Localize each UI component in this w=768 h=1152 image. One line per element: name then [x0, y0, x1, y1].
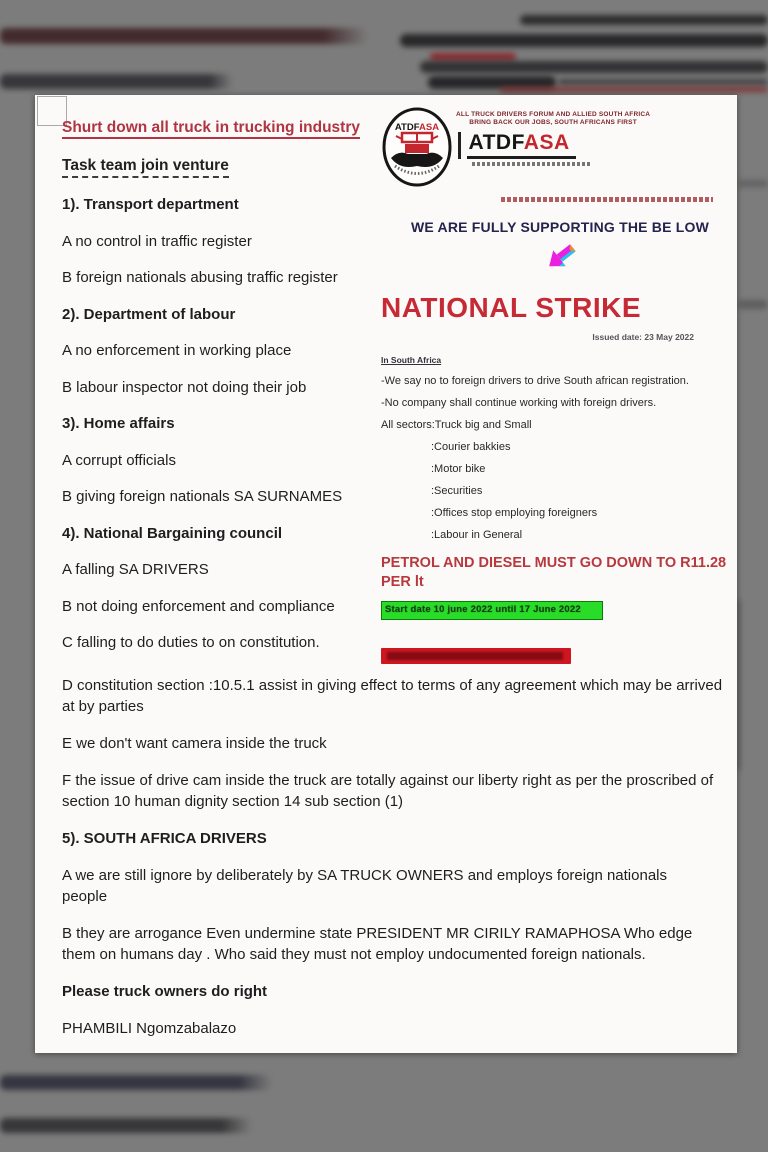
doc-line: F the issue of drive cam inside the truck are totally against our liberty right as per the proscribed of section 10 human dignity section 14 sub section (1)	[62, 772, 714, 810]
background-streak	[0, 74, 233, 89]
petrol-demand-line: PETROL AND DIESEL MUST GO DOWN TO R11.28 PER lt	[381, 555, 727, 590]
document-page	[35, 95, 737, 1053]
background-streak	[400, 34, 768, 47]
logo-text-block	[456, 106, 650, 166]
flyer-column	[381, 106, 739, 664]
doc-line: B they are arrogance Even undermine state PRESIDENT MR CIRILY RAMAPHOSA Who edge them on humans day . Who said they must not employ undocumented foreign nationals.	[62, 925, 693, 963]
left-column-list	[62, 196, 394, 651]
background-streak	[558, 79, 768, 85]
background-streak	[430, 53, 516, 61]
strike-dates-highlight: Start date 10 june 2022 until 17 June 2022	[381, 601, 603, 620]
background-streak	[420, 61, 768, 73]
support-line: WE ARE FULLY SUPPORTING THE BE LOW	[411, 219, 709, 235]
statement-line: -No company shall continue working with foreign drivers.	[381, 397, 657, 409]
atdfasa-wordmark: ATDFASA	[467, 131, 576, 159]
doc-line: A no enforcement in working place	[62, 342, 292, 359]
doc-line: PHAMBILI Ngomzabalazo	[62, 1020, 237, 1037]
atdfasa-emblem-icon	[381, 106, 453, 188]
sector-line: :Securities	[431, 485, 483, 497]
doc-line: 1). Transport department	[62, 196, 239, 213]
statement-line: -We say no to foreign drivers to drive South african registration.	[381, 375, 689, 387]
org-name-line: ALL TRUCK DRIVERS FORUM AND ALLIED SOUTH AFRICA	[456, 111, 651, 118]
region-heading: In South Africa	[381, 355, 442, 365]
left-column	[62, 119, 394, 671]
statement-line: All sectors:Truck big and Small	[381, 419, 532, 431]
background-streak	[500, 87, 768, 92]
document-subtitle: Task team join venture	[62, 157, 394, 175]
svg-text:ATDFASA: ATDFASA	[394, 122, 440, 133]
background-streak	[738, 180, 768, 187]
doc-line: 3). Home affairs	[62, 415, 175, 432]
doc-line: 2). Department of labour	[62, 305, 236, 323]
background-streak	[520, 15, 768, 25]
doc-line: E we don't want camera inside the truck	[62, 735, 327, 752]
doc-line: B not doing enforcement and compliance	[62, 597, 335, 615]
doc-line: 5). SOUTH AFRICA DRIVERS	[62, 830, 267, 847]
statements-list	[381, 375, 739, 431]
sectors-list	[381, 441, 739, 541]
logo-block	[381, 106, 739, 188]
background-streak	[0, 28, 368, 44]
issued-date: Issued date: 23 May 2022	[592, 332, 694, 342]
doc-line: D constitution section :10.5.1 assist in giving effect to terms of any agreement which may be arrived at by parties	[62, 677, 723, 715]
doc-line: A no control in traffic register	[62, 232, 252, 250]
doc-line: A we are still ignore by deliberately by SA TRUCK OWNERS and employs foreign nationals people	[62, 867, 668, 905]
doc-line: A corrupt officials	[62, 451, 176, 469]
sector-line: :Motor bike	[431, 463, 486, 475]
doc-line: 4). National Bargaining council	[62, 524, 283, 542]
bottom-section	[62, 675, 736, 1055]
background-streak	[0, 1075, 272, 1090]
wordmark-separator	[458, 132, 461, 159]
background-streak	[738, 300, 768, 309]
doc-line: B labour inspector not doing their job	[62, 378, 307, 396]
redacted-red-highlight	[381, 648, 571, 664]
org-slogan-line: BRING BACK OUR JOBS, SOUTH AFRICANS FIRST	[469, 119, 637, 126]
down-left-arrow-icon	[539, 242, 581, 276]
sector-line: :Courier bakkies	[431, 441, 511, 453]
illegible-tagline	[472, 162, 590, 166]
illegible-red-motto	[501, 197, 713, 202]
strike-title: NATIONAL STRIKE	[381, 292, 642, 323]
doc-line: A falling SA DRIVERS	[62, 561, 209, 578]
doc-line: Please truck owners do right	[62, 983, 268, 1000]
document-title: Shurt down all truck in trucking industry	[62, 119, 394, 137]
sector-line: :Offices stop employing foreigners	[431, 507, 598, 519]
doc-line: B foreign nationals abusing traffic register	[62, 269, 338, 286]
sector-line: :Labour in General	[431, 529, 523, 541]
doc-line: B giving foreign nationals SA SURNAMES	[62, 488, 343, 505]
background-streak	[0, 1118, 252, 1133]
doc-line: C falling to do duties to on constitution.	[62, 634, 320, 651]
